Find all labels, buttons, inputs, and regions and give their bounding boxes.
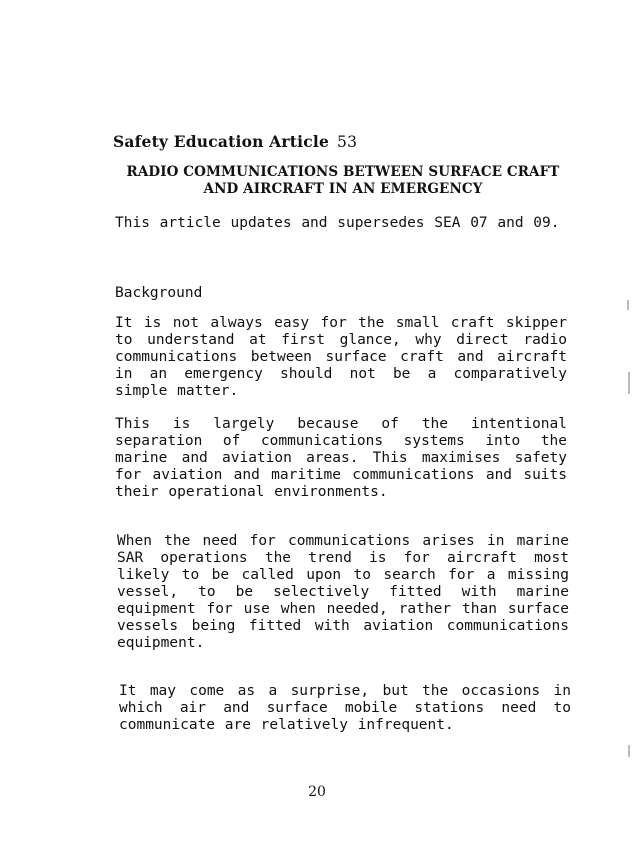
paragraph-4: It may come as a surprise, but the occasions in which air and surface mobile stations need to communicate are relatively infrequent.: [119, 683, 571, 733]
margin-artifact: [628, 745, 630, 757]
section-heading-background: Background: [115, 285, 203, 301]
page-number: 20: [308, 784, 326, 800]
article-title: [113, 132, 357, 151]
intro-paragraph: This article updates and supersedes SEA 07 and 09.: [115, 215, 560, 231]
paragraph-2: This is largely because of the intentional separation of communications systems into the marine and aviation areas. This maximises safety for aviation and maritime communications and suits their operational environments.: [115, 416, 567, 500]
article-number: 53: [337, 133, 358, 151]
paragraph-1: It is not always easy for the small craft skipper to understand at first glance, why direct radio communications between surface craft and aircraft in an emergency should not be a comparatively simple matter.: [115, 315, 567, 399]
article-title-text: Safety Education Article: [113, 132, 330, 151]
margin-artifact: [628, 372, 630, 394]
heading-line-1: RADIO COMMUNICATIONS BETWEEN SURFACE CRAFT: [126, 164, 560, 180]
heading-line-2: AND AIRCRAFT IN AN EMERGENCY: [203, 181, 483, 197]
paragraph-3: When the need for communications arises in marine SAR operations the trend is for aircraft most likely to be called upon to search for a missing vessel, to be selectively fitted with marine equipment for use when needed, rather than surface vessels being fitted with aviation communications equipment.: [117, 533, 569, 651]
margin-artifact: [627, 300, 629, 310]
